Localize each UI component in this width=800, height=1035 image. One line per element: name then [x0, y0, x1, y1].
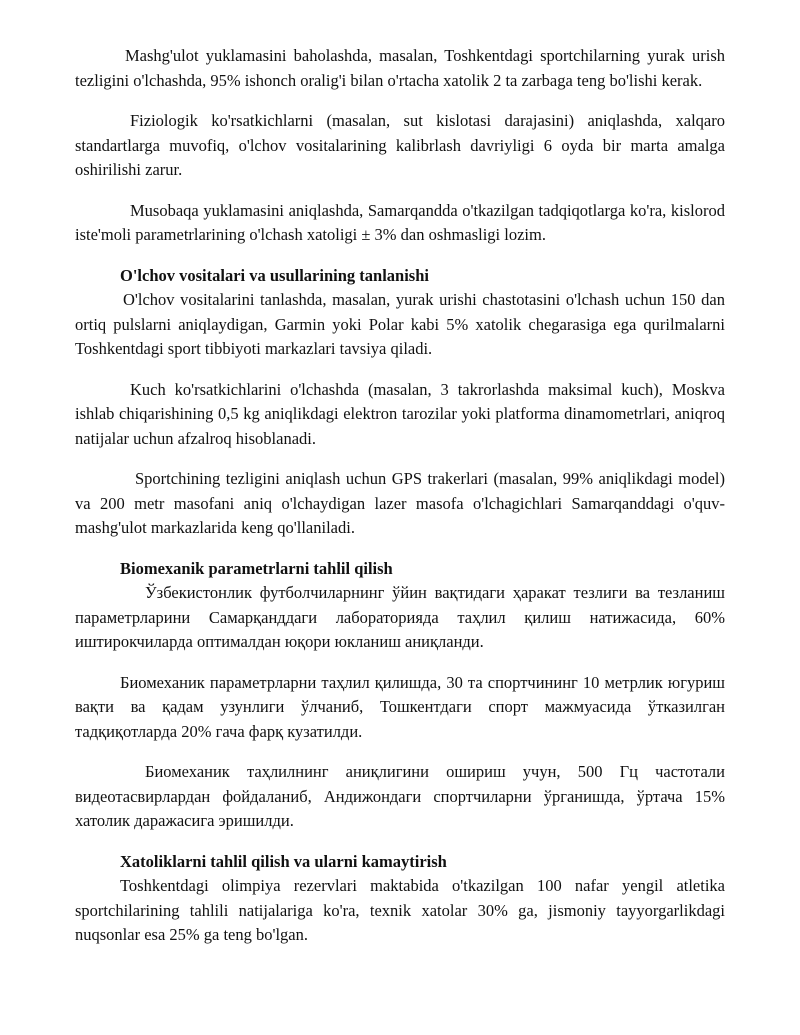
paragraph-calibration: Fiziologik ko'rsatkichlarni (masalan, sut kislotasi darajasini) aniqlashda, xalqaro standartlarga muvofiq, o'lchov vositalarining kalibrlash davriyligi 6 oyda bir marta amalga oshirilishi zarur. [75, 111, 725, 179]
paragraph-sprint-analysis: Биомеханик параметрларни таҳлил қилишда, 30 та спортчининг 10 метрлик югуриш вақти ва қадам узунлиги ўлчаниб, Тошкентдаги спорт мажмуасида ўтказилган тадқиқотларда 20% гача фарқ кузатилди. [75, 672, 725, 741]
paragraph-heart-rate-error: Mashg'ulot yuklamasini baholashda, masalan, Toshkentdagi sportchilarning yurak urish tezligini o'lchashda, 95% ishonch oralig'i bilan o'rtacha xatolik 2 ta zarbaga teng bo'lishi kerak. [75, 46, 725, 90]
paragraph-football-analysis: Ўзбекистонлик футболчиларнинг ўйин вақтидаги ҳаракат тезлиги ва тезланиш параметрларини Самарқанддаги лабораторияда таҳлил қилиш натижасида, 60% иштирокчиларда оптималдан юқори юкланиш аниқланди. [75, 583, 725, 651]
paragraph-instrument-selection: O'lchov vositalarini tanlashda, masalan, yurak urishi chastotasini o'lchash uchun 150 dan ortiq pulslarni aniqlaydigan, Garmin yoki Polar kabi 5% xatolik chegarasiga ega qurilmalarni Toshkentdagi sport tibbiyoti markazlari tavsiya qiladi. [75, 290, 725, 358]
paragraph-strength-measurement: Kuch ko'rsatkichlarini o'lchashda (masalan, 3 takrorlashda maksimal kuch), Moskva ishlab chiqarishining 0,5 kg aniqlikdagi elektron tarozilar yoki platforma dinamometrlari, aniqroq natijalar uchun afzalroq hisoblanadi. [75, 379, 725, 448]
paragraph-error-analysis: Toshkentdagi olimpiya rezervlari maktabida o'tkazilgan 100 nafar yengil atletika sportchilarining tahlili natijalariga ko'ra, texnik xatolar 30% ga, jismoniy tayyorgarlikdagi nuqsonlar esa 25% ga teng bo'lgan. [75, 876, 725, 944]
paragraph-oxygen-error: Musobaqa yuklamasini aniqlashda, Samarqandda o'tkazilgan tadqiqotlarga ko'ra, kislorod iste'moli parametrlarining o'lchash xatoligi ± 3% dan oshmasligi lozim. [75, 200, 725, 244]
section-heading-biomechanics: Biomexanik parametrlarni tahlil qilish [120, 558, 393, 578]
section-heading-errors: Xatoliklarni tahlil qilish va ularni kamaytirish [120, 851, 447, 871]
paragraph-video-analysis: Биомеханик таҳлилнинг аниқлигини ошириш учун, 500 Гц частотали видеотасвирлардан фойдаланиб, Андижондаги спортчиларни ўрганишда, ўртача 15% хатолик даражасига эришилди. [75, 762, 725, 830]
paragraph-speed-measurement: Sportchining tezligini aniqlash uchun GPS trakerlari (masalan, 99% aniqlikdagi model) va 200 metr masofani aniq o'lchaydigan lazer masofa o'lchagichlari Samarqanddagi o'quv-mashg'ulot markazlarida keng qo'llaniladi. [75, 469, 725, 537]
document-page [75, 44, 725, 964]
section-heading-instruments: O'lchov vositalari va usullarining tanlanishi [120, 265, 429, 285]
